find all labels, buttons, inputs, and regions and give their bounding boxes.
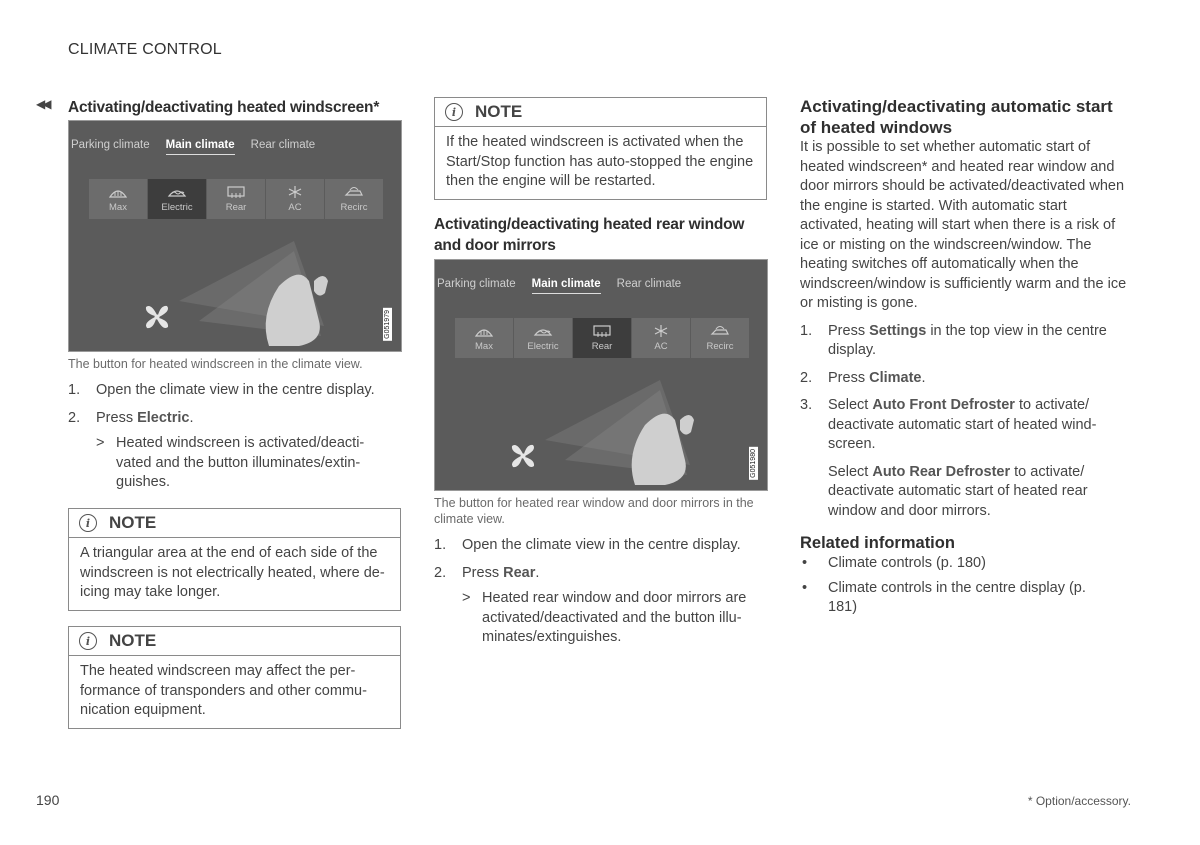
info-icon: i — [79, 632, 97, 650]
col1-heading: Activating/deactivating heated windscreen* — [68, 99, 380, 116]
col2-heading-wrap — [434, 214, 764, 256]
note-text: A triangular area at the end of each side of the windscreen is not electrically heated, where de-icing may take longer. — [80, 545, 385, 600]
step-2-result: > Heated rear window and door mirrors are activated/deactivated and the button illu-minates/extinguishes. — [462, 590, 747, 645]
tab-rear-climate[interactable]: Rear climate — [250, 139, 316, 151]
figure-code: G051980 — [750, 449, 757, 478]
col2-caption: The button for heated rear window and door mirrors in the climate view. — [434, 496, 754, 526]
section-header: CLIMATE CONTROL — [68, 41, 222, 58]
step-1: 1. Open the climate view in the centre display. — [434, 537, 741, 553]
col1-steps — [68, 381, 398, 501]
tab-parking-climate[interactable]: Parking climate — [437, 278, 516, 290]
note-title: NOTE — [109, 513, 157, 532]
related-link-2[interactable]: • Climate controls in the centre display (p. 181) — [802, 579, 1086, 615]
info-icon: i — [445, 103, 463, 121]
recirc-button[interactable]: Recirc — [691, 318, 749, 358]
fan-icon — [507, 440, 539, 472]
note-box-2 — [68, 626, 401, 729]
step-3: 3. Select Auto Front Defroster to activate/ deactivate automatic start of heated wind-screen. Select Auto Rear Defroster to activate/ deactivate automatic start of heated rear window and door mirrors. — [800, 396, 1130, 521]
related-link-1[interactable]: • Climate controls (p. 180) — [802, 555, 986, 571]
step-3-alt: Select Auto Rear Defroster to activate/ deactivate automatic start of heated rear window and door mirrors. — [828, 463, 1088, 519]
ui-electric: Electric — [137, 409, 190, 426]
tab-parking-climate[interactable]: Parking climate — [71, 139, 150, 151]
col2-heading: Activating/deactivating heated rear window and door mirrors — [434, 216, 745, 254]
col3-intro: It is possible to set whether automatic start of heated windscreen* and heated rear window and door mirrors should be activated/deactivated when the engine is started. With automatic start activated, heating will start when there is a risk of ice or misting on the windscreen/window. The heating switches off automatically when the windscreen/window is sufficiently warm and the ice or misting is gone. — [800, 139, 1127, 311]
tab-rear-climate[interactable]: Rear climate — [616, 278, 682, 290]
electric-windscreen-button[interactable]: Electric — [514, 318, 572, 358]
ac-button[interactable]: AC — [266, 179, 324, 219]
figure-code: G051979 — [384, 310, 391, 339]
max-defrost-button[interactable]: Max — [455, 318, 513, 358]
note-box-1 — [68, 508, 401, 611]
step-1: 1. Press Settings in the top view in the centre display. — [800, 322, 1107, 358]
rear-defrost-button[interactable]: Rear — [207, 179, 265, 219]
col2-steps — [434, 536, 764, 656]
ui-settings: Settings — [869, 322, 927, 339]
col3 — [800, 96, 1130, 623]
note-box-3 — [434, 97, 767, 200]
step-2: 2. Press Rear. > Heated rear window and door mirrors are activated/deactivated and the button illu-minates/extinguishes. — [434, 564, 764, 648]
seat-graphic — [69, 121, 401, 351]
climate-screen-2 — [434, 259, 768, 491]
step-2: 2. Press Climate. — [800, 369, 926, 386]
page-number: 190 — [36, 792, 60, 808]
ac-button[interactable]: AC — [632, 318, 690, 358]
electric-windscreen-button[interactable]: Electric — [148, 179, 206, 219]
ui-auto-rear-defroster: Auto Rear Defroster — [872, 463, 1011, 480]
step-1: 1. Open the climate view in the centre display. — [68, 382, 375, 398]
footnote: * Option/accessory. — [1027, 794, 1131, 808]
seat-graphic — [435, 260, 767, 490]
ui-rear: Rear — [503, 564, 536, 581]
note-text: If the heated windscreen is activated when the Start/Stop function has auto-stopped the engine then the engine will be restarted. — [446, 134, 754, 189]
double-chevron-left-icon[interactable]: ◀◀ — [36, 97, 49, 111]
ui-auto-front-defroster: Auto Front Defroster — [872, 397, 1015, 413]
col3-heading: Activating/deactivating automatic start of heated windows — [800, 97, 1113, 137]
tab-main-climate[interactable]: Main climate — [166, 139, 235, 155]
recirc-button[interactable]: Recirc — [325, 179, 383, 219]
tab-main-climate[interactable]: Main climate — [532, 278, 601, 294]
col1 — [68, 97, 398, 118]
rear-defrost-button[interactable]: Rear — [573, 318, 631, 358]
max-defrost-button[interactable]: Max — [89, 179, 147, 219]
fan-icon — [141, 301, 173, 333]
step-2-result: > Heated windscreen is activated/deacti-vated and the button illuminates/extin-guishes. — [96, 435, 365, 490]
note-title: NOTE — [109, 631, 157, 650]
climate-screen-1 — [68, 120, 402, 352]
related-heading: Related information — [800, 534, 955, 552]
note-title: NOTE — [475, 102, 523, 121]
info-icon: i — [79, 514, 97, 532]
col1-caption: The button for heated windscreen in the climate view. — [68, 357, 363, 371]
step-2: 2. Press Electric. > Heated windscreen is activated/deacti-vated and the button illuminates/extin-guishes. — [68, 409, 398, 493]
ui-climate: Climate — [869, 369, 922, 386]
note-text: The heated windscreen may affect the per-formance of transponders and other commu-nication equipment. — [80, 663, 367, 718]
